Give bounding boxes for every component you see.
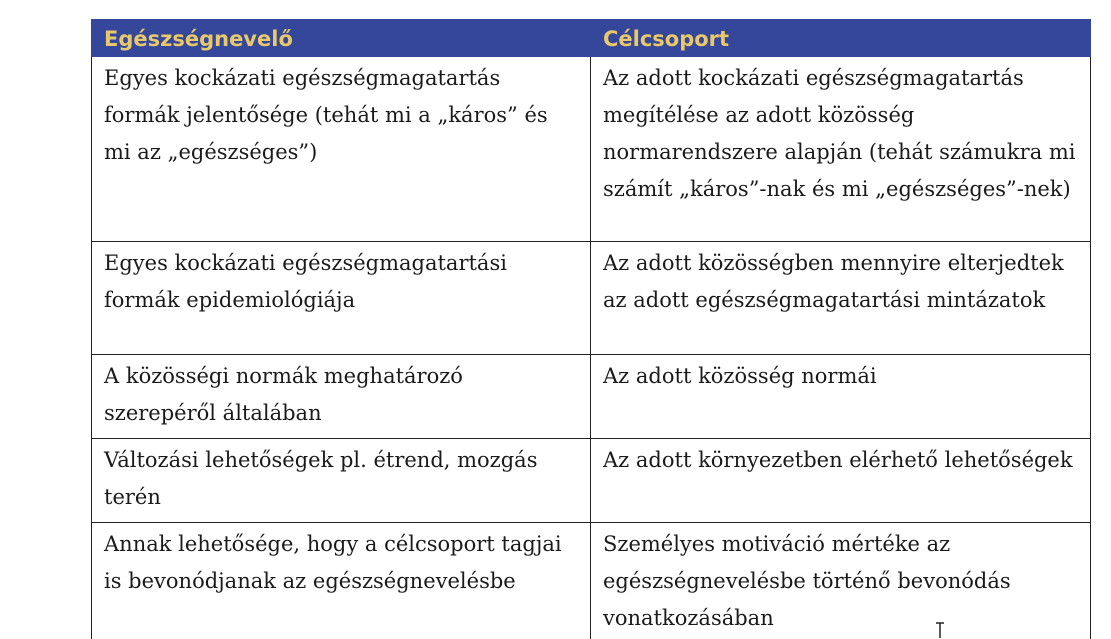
table-row xyxy=(92,57,1091,242)
table-cell-health-educator: Változási lehetőségek pl. étrend, mozgás terén xyxy=(92,439,591,523)
table-cell-target-group: Az adott közösségben mennyire elterjedtek az adott egészségmagatartási mintázatok xyxy=(591,242,1091,355)
comparison-table xyxy=(91,19,1091,639)
table-cell-target-group: Az adott környezetben elérhető lehetőségek xyxy=(591,439,1091,523)
column-header-target-group: Célcsoport xyxy=(591,20,1091,57)
table-header-row xyxy=(92,20,1091,57)
table-cell-health-educator: Annak lehetősége, hogy a célcsoport tagjai is bevonódjanak az egészségnevelésbe xyxy=(92,523,591,639)
table-cell-target-group: Személyes motiváció mértéke az egészségnevelésbe történő bevonódás vonatkozásában xyxy=(591,523,1091,639)
text-cursor-icon xyxy=(933,622,947,639)
column-header-health-educator: Egészségnevelő xyxy=(92,20,591,57)
table-cell-health-educator: Egyes kockázati egészségmagatartási formák epidemiológiája xyxy=(92,242,591,355)
table-cell-target-group: Az adott közösség normái xyxy=(591,355,1091,439)
table-row xyxy=(92,439,1091,523)
table-row xyxy=(92,355,1091,439)
table-cell-target-group: Az adott kockázati egészségmagatartás megítélése az adott közösség normarendszere alapján (tehát számukra mi számít „káros”-nak és mi „egészséges”-nek) xyxy=(591,57,1091,242)
table-cell-health-educator: A közösségi normák meghatározó szerepéről általában xyxy=(92,355,591,439)
table-cell-health-educator: Egyes kockázati egészségmagatartás formák jelentősége (tehát mi a „káros” és mi az „egészséges”) xyxy=(92,57,591,242)
table-row xyxy=(92,242,1091,355)
